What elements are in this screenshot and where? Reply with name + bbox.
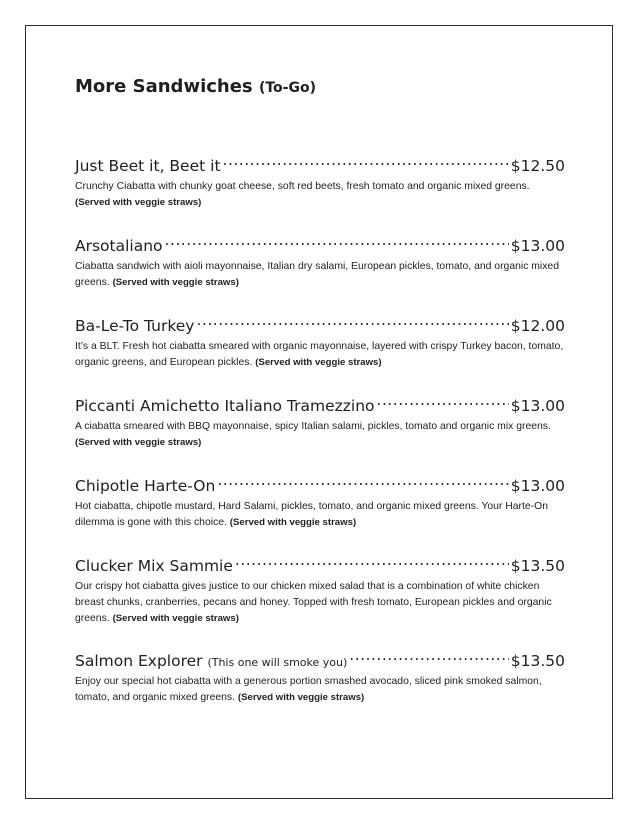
- menu-item-description: [75, 674, 565, 706]
- menu-item-description-text: A ciabatta smeared with BBQ mayonnaise, spicy Italian salami, pickles, tomato and organic mix greens.: [75, 421, 551, 432]
- menu-item-name: Ba-Le-To Turkey: [75, 317, 195, 335]
- menu-page: [75, 72, 565, 724]
- menu-item-name-text: Salmon Explorer: [75, 652, 203, 670]
- menu-item-price: $12.50: [510, 157, 565, 175]
- dot-leader: [235, 549, 509, 571]
- menu-item-header: [75, 644, 565, 670]
- menu-item-note: (This one will smoke you): [207, 656, 348, 669]
- menu-item-price: $12.00: [510, 317, 565, 335]
- served-with-note: (Served with veggie straws): [112, 613, 239, 624]
- menu-item: [75, 644, 565, 724]
- dot-leader: [223, 149, 509, 171]
- menu-item-description: [75, 499, 565, 531]
- menu-item-header: [75, 149, 565, 175]
- menu-item-description: [75, 179, 565, 211]
- dot-leader: [349, 644, 508, 666]
- menu-item-price: $13.00: [510, 237, 565, 255]
- menu-item-description: [75, 419, 565, 451]
- menu-item: [75, 469, 565, 549]
- menu-item-description-text: Our crispy hot ciabatta gives justice to our chicken mixed salad that is a combination of white chicken breast chunks, cranberries, pecans and honey. Topped with fresh tomato, European pickles and organic greens.: [75, 581, 552, 624]
- dot-leader: [217, 469, 508, 491]
- menu-item-description-text: Crunchy Ciabatta with chunky goat cheese, soft red beets, fresh tomato and organic mixed greens.: [75, 181, 530, 192]
- served-with-note: (Served with veggie straws): [255, 357, 382, 368]
- menu-item-name: [75, 650, 347, 674]
- served-with-note: (Served with veggie straws): [229, 517, 357, 528]
- dot-leader: [196, 309, 508, 331]
- menu-item-header: [75, 229, 565, 255]
- menu-item-description: [75, 259, 565, 291]
- menu-item-name: Arsotaliano: [75, 237, 163, 255]
- menu-item: [75, 389, 565, 469]
- menu-item-header: [75, 389, 565, 415]
- menu-item-name: Clucker Mix Sammie: [75, 557, 233, 575]
- menu-item-price: $13.00: [510, 477, 565, 495]
- menu-item-price: $13.50: [510, 652, 565, 670]
- served-with-note: (Served with veggie straws): [237, 692, 365, 703]
- menu-item-price: $13.50: [510, 557, 565, 575]
- page-title-suffix: (To-Go): [258, 80, 316, 96]
- served-with-note: (Served with veggie straws): [75, 437, 202, 448]
- menu-item-name: Piccanti Amichetto Italiano Tramezzino: [75, 397, 375, 415]
- menu-item-name: Chipotle Harte-On: [75, 477, 216, 495]
- menu-item-price: $13.00: [510, 397, 565, 415]
- menu-item-description-text: Enjoy our special hot ciabatta with a generous portion smashed avocado, sliced pink smoked salmon, tomato, and organic mixed greens.: [75, 676, 542, 703]
- menu-items: [75, 149, 565, 724]
- served-with-note: (Served with veggie straws): [112, 277, 239, 288]
- menu-item-header: [75, 549, 565, 575]
- menu-item-description: [75, 579, 565, 627]
- menu-item-name: Just Beet it, Beet it: [75, 157, 221, 175]
- menu-item-description-text: Ciabatta sandwich with aioli mayonnaise, Italian dry salami, European pickles, tomato, and organic mixed greens.: [75, 261, 559, 288]
- page-title-text: More Sandwiches: [75, 76, 253, 97]
- dot-leader: [165, 229, 509, 251]
- dot-leader: [377, 389, 509, 411]
- menu-item: [75, 229, 565, 309]
- menu-item: [75, 309, 565, 389]
- menu-item: [75, 149, 565, 229]
- menu-item-description-text: It’s a BLT. Fresh hot ciabatta smeared with organic mayonnaise, layered with crispy Turkey bacon, tomato, organic greens, and European pickles.: [75, 341, 564, 368]
- page-title: [75, 72, 565, 102]
- menu-item: [75, 549, 565, 644]
- menu-item-description-text: Hot ciabatta, chipotle mustard, Hard Salami, pickles, tomato, and organic mixed greens. Your Harte-On dilemma is gone with this choice.: [75, 501, 549, 528]
- served-with-note: (Served with veggie straws): [75, 197, 202, 208]
- menu-item-description: [75, 339, 565, 371]
- menu-item-header: [75, 469, 565, 495]
- menu-item-header: [75, 309, 565, 335]
